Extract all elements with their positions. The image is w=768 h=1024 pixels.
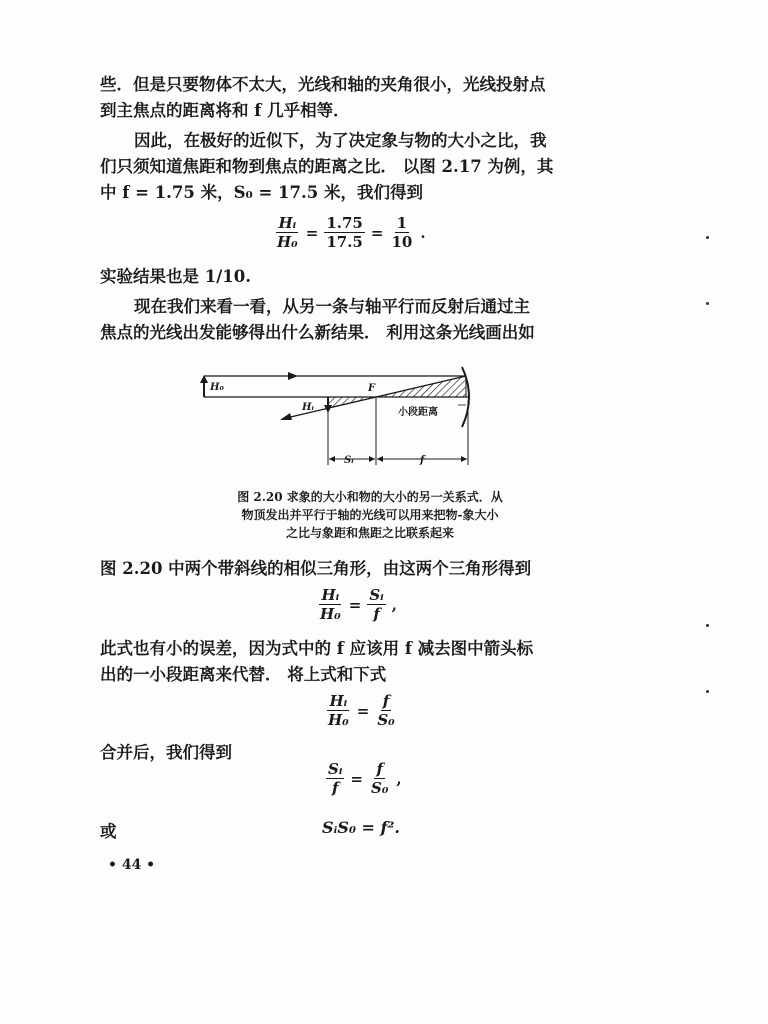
- punctuation: ,: [396, 769, 402, 788]
- label-h0: H₀: [210, 382, 224, 393]
- paragraph-1: [100, 72, 630, 124]
- label-si: Sᵢ: [344, 455, 354, 466]
- denominator: 17.5: [326, 233, 363, 251]
- text-line: 些．但是只要物体不太大，光线和轴的夹角很小，光线投射点: [100, 75, 546, 94]
- ray-arrowhead: [288, 372, 298, 380]
- equals-sign: =: [348, 595, 362, 614]
- punctuation: ,: [391, 595, 397, 614]
- fraction: [326, 760, 344, 797]
- numerator: Sᵢ: [328, 760, 343, 778]
- reflected-arrowhead: [280, 413, 292, 420]
- equals-sign: =: [370, 223, 384, 242]
- dimension-arrowhead: [329, 456, 335, 462]
- text-line: 到主焦点的距离将和 f 几乎相等．: [100, 101, 350, 120]
- numerator: Hᵢ: [321, 586, 340, 604]
- label-small-segment: 小段距离: [398, 407, 438, 418]
- text-line: 因此，在极好的近似下，为了决定象与物的大小之比，我: [134, 131, 547, 150]
- scan-speck: [706, 302, 709, 305]
- equation-1: [275, 214, 426, 251]
- equation-5: [322, 818, 400, 837]
- numerator: 1.75: [326, 214, 363, 232]
- numerator: Hᵢ: [329, 692, 348, 710]
- label-focal-point: F: [368, 383, 376, 394]
- numerator: f: [382, 692, 390, 710]
- dimension-arrowhead: [369, 456, 375, 462]
- label-hi: Hᵢ: [302, 402, 314, 413]
- label-focal-length: f: [420, 455, 425, 466]
- scan-speck: [706, 690, 709, 693]
- dimension-arrowhead: [461, 456, 467, 462]
- numerator: Hᵢ: [278, 214, 297, 232]
- equation-2: [318, 586, 397, 623]
- equals-sign: =: [356, 701, 370, 720]
- numerator: Sᵢ: [369, 586, 384, 604]
- numerator: f: [376, 760, 383, 778]
- equation-3: [326, 692, 397, 729]
- page-number: • 44 •: [108, 857, 156, 873]
- text-line: 此式也有小的误差，因为式中的 f 应该用 f 减去图中箭头标: [100, 639, 534, 658]
- equation-text: SᵢS₀ = f².: [322, 818, 400, 837]
- text-line: 现在我们来看一看，从另一条与轴平行而反射后通过主: [134, 297, 530, 316]
- figure-2-20-diagram: [190, 365, 490, 475]
- denominator: H₀: [320, 605, 341, 623]
- equals-sign: =: [305, 223, 319, 242]
- fraction: [324, 214, 365, 251]
- denominator: H₀: [328, 711, 349, 729]
- scan-speck: [706, 624, 709, 627]
- text-line: 合并后，我们得到: [100, 743, 232, 762]
- figure-caption: [175, 488, 565, 542]
- fraction: [369, 760, 390, 797]
- text-line: 焦点的光线出发能够得出什么新结果． 利用这条光线画出如: [100, 323, 535, 342]
- numerator: 1: [396, 214, 408, 232]
- text-line: 实验结果也是 1/10.: [100, 267, 251, 286]
- denominator: H₀: [277, 233, 298, 251]
- text-line: 中 f = 1.75 米，S₀ = 17.5 米，我们得到: [100, 183, 423, 202]
- equation-4: [326, 760, 402, 797]
- caption-line: 物顶发出并平行于轴的光线可以用来把物-象大小: [241, 508, 499, 522]
- punctuation: .: [420, 223, 426, 242]
- fraction: [389, 214, 414, 251]
- fraction: [367, 586, 385, 623]
- paragraph-5: [100, 556, 630, 582]
- fraction: [375, 692, 396, 729]
- paragraph-6: [100, 636, 630, 688]
- equals-sign: =: [350, 769, 363, 788]
- caption-line: 图 2.20 求象的大小和物的大小的另一关系式．从: [237, 490, 503, 504]
- or-label: 或: [100, 822, 117, 841]
- paragraph-4: [100, 294, 630, 346]
- caption-line: 之比与象距和焦距之比联系起来: [285, 526, 454, 540]
- denominator: f: [373, 605, 380, 623]
- denominator: f: [331, 779, 339, 797]
- scan-speck: [706, 236, 709, 239]
- denominator: 10: [391, 233, 413, 251]
- text-line: 出的一小段距离来代替． 将上式和下式: [100, 665, 387, 684]
- text-line: 图 2.20 中两个带斜线的相似三角形，由这两个三角形得到: [100, 559, 532, 578]
- paragraph-3: [100, 264, 630, 290]
- dimension-arrowhead: [377, 456, 383, 462]
- denominator: S₀: [377, 711, 395, 729]
- paragraph-2: [100, 128, 630, 206]
- fraction: [275, 214, 300, 251]
- fraction: [326, 692, 351, 729]
- fraction: [318, 586, 343, 623]
- denominator: S₀: [371, 779, 389, 797]
- text-line: 们只须知道焦距和物到焦点的距离之比． 以图 2.17 为例，其: [100, 157, 554, 176]
